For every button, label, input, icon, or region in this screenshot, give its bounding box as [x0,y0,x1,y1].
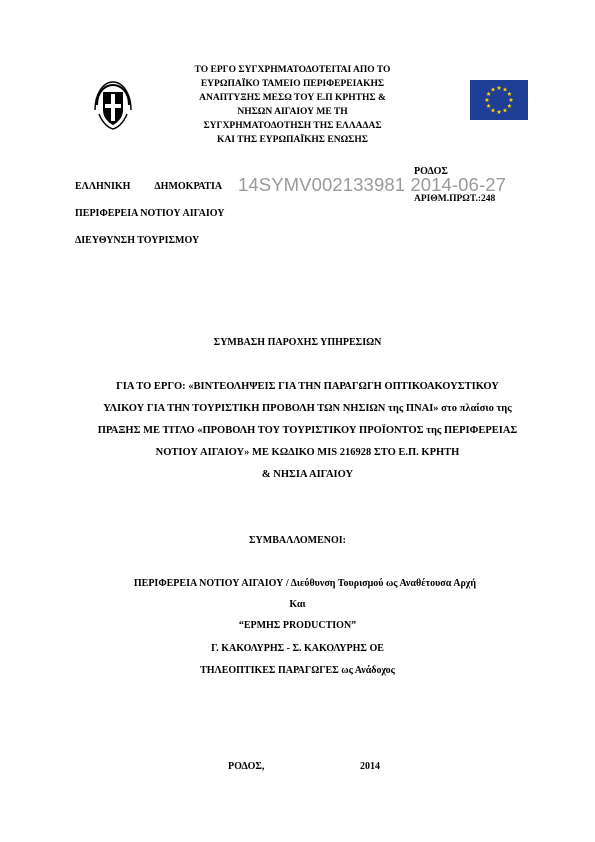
funding-line: ΝΗΣΩΝ ΑΙΓΑΙΟΥ ΜΕ ΤΗ [237,107,348,117]
subject-line: & ΝΗΣΙΑ ΑΙΓΑΙΟΥ [261,469,354,480]
eu-flag-icon [470,80,528,120]
subject-line: ΝΟΤΙΟΥ ΑΙΓΑΙΟΥ» ΜΕ ΚΩΔΙΚΟ MIS 216928 ΣΤΟ Ε.Π. ΚΡΗΤΗ [155,447,460,458]
contractor-owners: Γ. ΚΑΚΟΛΥΡΗΣ - Σ. ΚΑΚΟΛΥΡΗΣ ΟΕ [211,643,384,654]
ada-watermark: 14SYMV002133981 2014-06-27 [238,174,506,195]
funding-line: ΑΝΑΠΤΥΞΗΣ ΜΕΣΩ ΤΟΥ Ε.Π ΚΡΗΤΗΣ & [199,93,386,103]
footer-year: 2014 [360,761,380,772]
subject-line: ΓΙΑ ΤΟ ΕΡΓΟ: «ΒΙΝΤΕΟΛΗΨΕΙΣ ΓΙΑ ΤΗΝ ΠΑΡΑΓΩΓΗ ΟΠΤΙΚΟΑΚΟΥΣΤΙΚΟΥ [116,381,499,392]
contracting-authority: ΠΕΡΙΦΕΡΕΙΑ ΝΟΤΙΟΥ ΑΙΓΑΙΟΥ / Διεύθυνση Τουρισμού ως Αναθέτουσα Αρχή [133,578,477,589]
funding-statement [160,63,425,147]
footer-place: ΡΟΔΟΣ, [228,761,265,772]
header-place: ΡΟΔΟΣ [414,166,448,177]
republic-label: ΕΛΛΗΝΙΚΗ ΔΗΜΟΚΡΑΤΙΑ [75,181,223,192]
and-word: Και [289,599,306,610]
authority-block [75,180,225,248]
protocol-number: ΑΡΙΘΜ.ΠΡΩΤ.:248 [414,194,496,204]
authority-line [75,180,225,207]
funding-line: ΕΥΡΩΠΑΪΚΟ ΤΑΜΕΙΟ ΠΕΡΙΦΕΡΕΙΑΚΗΣ [200,79,385,89]
directorate-label: ΔΙΕΥΘΥΝΣΗ ΤΟΥΡΙΣΜΟΥ [75,235,200,246]
contractor-name: “ΕΡΜΗΣ PRODUCTION” [238,620,357,631]
funding-line: ΣΥΓΧΡΗΜΑΤΟΔΟΤΗΣΗ ΤΗΣ ΕΛΛΑΔΑΣ [203,121,382,131]
subject-line: ΠΡΑΞΗΣ ΜΕ ΤΙΤΛΟ «ΠΡΟΒΟΛΗ ΤΟΥ ΤΟΥΡΙΣΤΙΚΟΥ ΠΡΟΪΟΝΤΟΣ της ΠΕΡΙΦΕΡΕΙΑΣ [97,425,518,436]
subject-line: ΥΛΙΚΟΥ ΓΙΑ ΤΗΝ ΤΟΥΡΙΣΤΙΚΗ ΠΡΟΒΟΛΗ ΤΩΝ ΝΗΣΙΩΝ της ΠΝΑΙ» στο πλαίσιο της [103,403,512,414]
contract-subject [60,376,555,486]
funding-line: ΚΑΙ ΤΗΣ ΕΥΡΩΠΑΪΚΗΣ ΕΝΩΣΗΣ [217,135,368,145]
greek-coat-of-arms-icon [91,78,135,132]
funding-line: ΤΟ ΕΡΓΟ ΣΥΓΧΡΗΜΑΤΟΔΟΤΕΙΤΑΙ ΑΠΟ ΤΟ [194,65,391,75]
contract-title: ΣΥΜΒΑΣΗ ΠΑΡΟΧΗΣ ΥΠΗΡΕΣΙΩΝ [213,337,382,348]
parties-heading: ΣΥΜΒΑΛΛΟΜΕΝΟΙ: [249,535,346,546]
region-label: ΠΕΡΙΦΕΡΕΙΑ ΝΟΤΙΟΥ ΑΙΓΑΙΟΥ [75,208,225,219]
contractor-role: ΤΗΛΕΟΠΤΙΚΕΣ ΠΑΡΑΓΩΓΕΣ ως Ανάδοχος [200,665,395,676]
